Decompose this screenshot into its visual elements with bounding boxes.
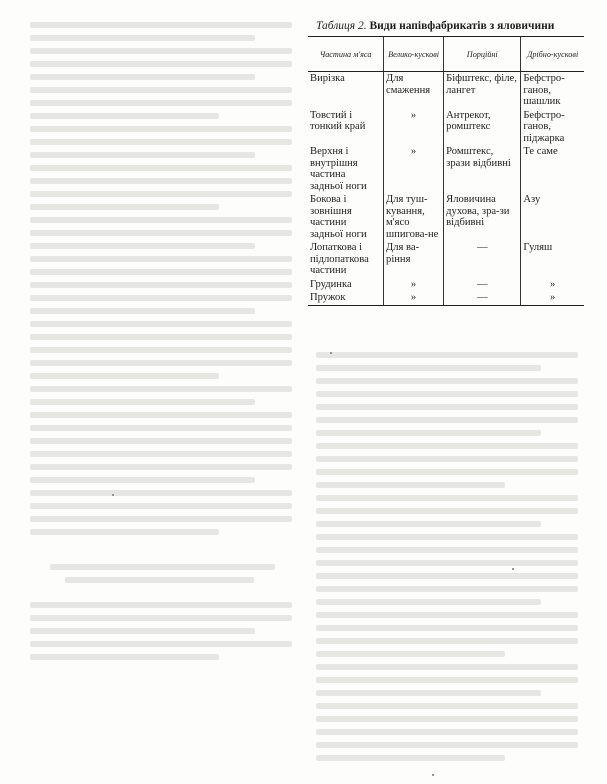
cell-large-pieces: »	[384, 291, 444, 305]
cell-meat-part: Товстий і тонкий край	[310, 109, 366, 132]
cell-meat-part: Бокова і зовнішня частини задньої ноги	[310, 194, 367, 240]
table-row	[308, 241, 584, 278]
cell-large-pieces: Для смаження	[384, 72, 444, 109]
table-caption-title: Види напівфабрикатів з яловичини	[369, 20, 555, 32]
cell-meat-part: Лопаткова і підлопаткова частини	[310, 242, 369, 276]
cell-small-pieces: Те саме	[521, 145, 584, 193]
header-meat-part: Частина м'яса	[308, 37, 384, 72]
cell-small-pieces: »	[521, 278, 584, 292]
cell-meat-part: Вирізка	[310, 73, 345, 84]
table-row	[308, 72, 584, 109]
cell-meat-part: Грудинка	[310, 278, 352, 290]
beef-semi-products-table-block	[308, 20, 584, 306]
table-caption-label: Таблиця 2.	[316, 20, 367, 32]
cell-portion: —	[444, 241, 521, 278]
print-speck	[432, 774, 434, 776]
cell-portion: Антрекот, ромштекс	[444, 109, 521, 146]
print-speck	[330, 352, 332, 354]
print-speck	[112, 494, 114, 496]
beef-semi-products-table	[308, 36, 584, 306]
table-row	[308, 109, 584, 146]
print-speck	[512, 568, 514, 570]
cell-portion: Біфштекс, філе, лангет	[444, 72, 521, 109]
cell-portion: —	[444, 278, 521, 292]
cell-portion: Ромштекс, зрази відбивні	[444, 145, 521, 193]
cell-large-pieces: Для ва-ріння	[384, 241, 444, 278]
cell-small-pieces: Бефстро-ганов, піджарка	[521, 109, 584, 146]
faded-text-column-left	[30, 22, 292, 667]
header-large-pieces: Велико-кускові	[384, 37, 444, 72]
header-portion: Порційні	[444, 37, 521, 72]
table-row	[308, 278, 584, 292]
table-row	[308, 193, 584, 241]
header-small-pieces: Дрібно-кускові	[521, 37, 584, 72]
cell-meat-part: Пружок	[308, 291, 384, 305]
table-caption	[316, 20, 584, 32]
cell-large-pieces: »	[384, 109, 444, 146]
cell-small-pieces: Бефстро-ганов, шашлик	[521, 72, 584, 109]
cell-portion: Яловичина духова, зра-зи відбивні	[444, 193, 521, 241]
cell-small-pieces: Гуляш	[521, 241, 584, 278]
cell-small-pieces: »	[521, 291, 584, 305]
cell-small-pieces: Азу	[521, 193, 584, 241]
cell-meat-part: Верхня і внутрішня частина задньої ноги	[310, 146, 367, 192]
table-row	[308, 291, 584, 305]
cell-portion: —	[444, 291, 521, 305]
faded-text-column-right	[316, 352, 578, 768]
cell-large-pieces: »	[384, 145, 444, 193]
cell-large-pieces: »	[384, 278, 444, 292]
table-row	[308, 145, 584, 193]
table-header-row	[308, 37, 584, 72]
cell-large-pieces: Для туш-кування, м'ясо шпигова-не	[384, 193, 444, 241]
